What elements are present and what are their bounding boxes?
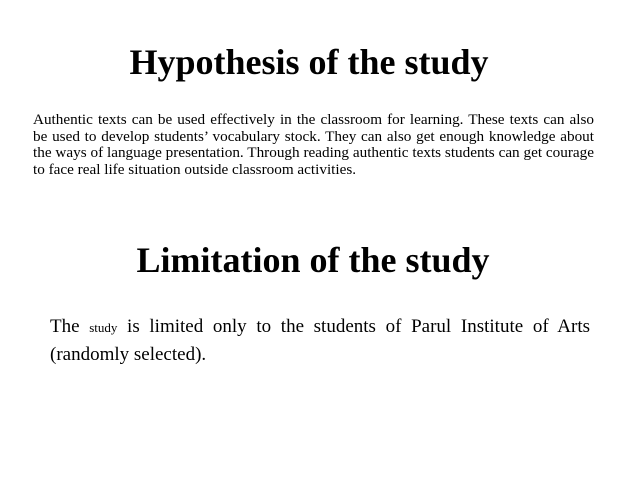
hypothesis-heading: Hypothesis of the study xyxy=(129,42,489,82)
limitation-heading: Limitation of the study xyxy=(136,240,490,280)
limitation-paragraph xyxy=(50,313,590,368)
limitation-text-start: The xyxy=(50,316,90,337)
limitation-text-end: is limited only to the students of Parul Institute of Arts (randomly selected). xyxy=(50,316,590,365)
limitation-small-word: study xyxy=(89,320,118,335)
hypothesis-paragraph: Authentic texts can be used effectively in the classroom for learning. These texts can also be used to develop students’ vocabulary stock. They can also get enough knowledge about the ways of language presentation. Through reading authentic texts students can get courage to face real life situation outside classroom activities. xyxy=(33,111,594,178)
